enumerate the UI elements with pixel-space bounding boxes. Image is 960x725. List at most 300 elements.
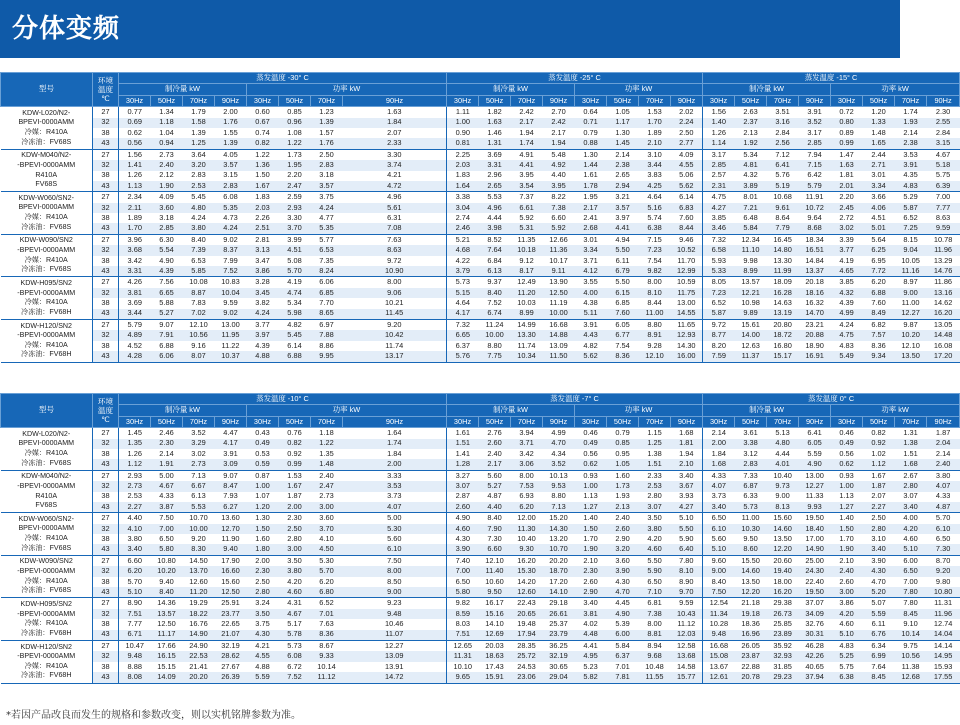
value-cell: 5.85 — [183, 266, 215, 277]
value-cell: 3.75 — [319, 192, 334, 202]
value-cell: 1.26 — [703, 128, 735, 138]
value-cell: 7.33 — [743, 470, 758, 480]
value-cell: 3.40 — [679, 470, 694, 480]
value-cell: 7.80 — [895, 587, 927, 598]
value-cell: 6.08 — [279, 651, 311, 661]
value-cell: 3.00 — [831, 587, 863, 598]
value-cell: 1.00 — [247, 481, 279, 491]
value-cell: 11.12 — [677, 619, 696, 629]
ambient-temp-header: 环境 温度 ℃ — [93, 394, 119, 428]
table-row — [1, 213, 960, 223]
value-cell: 9.64 — [807, 212, 822, 222]
frequency-header: 70Hz — [895, 416, 927, 427]
ambient-temp-cell: 27 — [93, 428, 119, 439]
value-cell: 14.90 — [799, 544, 831, 555]
value-cell: 0.62 — [575, 459, 607, 470]
model-line: 冷媒：R410A — [24, 534, 68, 543]
value-cell: 4.64 — [647, 192, 662, 202]
value-cell: 4.19 — [287, 277, 302, 287]
value-cell: 18.63 — [479, 651, 511, 661]
model-cell — [1, 277, 93, 320]
ambient-temp-cell: 38 — [93, 256, 119, 266]
value-cell: 13.09 — [549, 340, 568, 350]
value-cell: 1.89 — [647, 127, 662, 137]
value-cell: 14.10 — [485, 619, 504, 629]
value-cell: 1.44 — [575, 160, 607, 170]
value-cell: 2.73 — [319, 491, 334, 501]
value-cell: 24.53 — [517, 661, 536, 671]
value-cell: 10.00 — [543, 309, 575, 320]
value-cell: 3.17 — [703, 149, 735, 160]
value-cell: 1.05 — [615, 107, 630, 117]
value-cell: 11.45 — [343, 309, 447, 320]
model-line: FV68S — [35, 501, 58, 510]
value-cell: 9.73 — [767, 481, 799, 491]
table-row — [1, 439, 960, 449]
value-cell: 8.36 — [311, 630, 343, 641]
value-cell: 8.63 — [343, 245, 447, 255]
value-cell: 6.39 — [927, 181, 960, 192]
model-line: 冷媒：R410A — [24, 448, 68, 457]
value-cell: 10.56 — [895, 651, 927, 661]
value-cell: 1.27 — [575, 502, 607, 513]
value-cell: 9.33 — [311, 651, 343, 661]
value-cell: 0.85 — [607, 439, 639, 449]
ambient-temp-cell: 32 — [93, 524, 119, 534]
value-cell: 0.93 — [839, 470, 854, 480]
value-cell: 3.80 — [935, 470, 951, 480]
value-cell: 0.82 — [871, 428, 886, 438]
value-cell: 8.64 — [775, 212, 790, 222]
value-cell: 5.61 — [343, 203, 447, 213]
value-cell: 10.72 — [799, 203, 831, 213]
value-cell: 8.77 — [703, 330, 735, 340]
value-cell: 4.20 — [895, 524, 927, 534]
value-cell: 9.06 — [343, 288, 447, 298]
ambient-temp-cell: 38 — [93, 619, 119, 629]
value-cell: 5.62 — [671, 181, 703, 192]
value-cell: 3.82 — [255, 298, 270, 308]
value-cell: 9.11 — [543, 266, 575, 277]
value-cell: 6.10 — [703, 524, 735, 534]
value-cell: 11.30 — [511, 524, 543, 534]
ambient-temp-cell: 43 — [93, 223, 119, 234]
value-cell: 9.65 — [447, 672, 479, 683]
value-cell: 7.32 — [447, 319, 479, 330]
value-cell: 6.71 — [119, 630, 151, 641]
value-cell: 6.00 — [607, 630, 639, 641]
value-cell: 1.15 — [647, 428, 662, 438]
value-cell: 2.04 — [927, 439, 960, 449]
value-cell: 2.90 — [615, 533, 630, 543]
model-line: 冷媒：R410A — [24, 298, 68, 307]
ambient-temp-cell: 43 — [93, 351, 119, 362]
value-cell: 12.70 — [215, 524, 247, 534]
value-cell: 4.24 — [215, 223, 247, 234]
value-cell: 7.23 — [639, 245, 671, 255]
value-cell: 4.41 — [511, 160, 543, 170]
table-row — [1, 640, 960, 651]
model-line: BPEVI-0000AMM — [18, 524, 75, 533]
capacity-header: 制冷量 kW — [703, 405, 831, 416]
value-cell: 8.97 — [903, 277, 918, 287]
value-cell: 4.32 — [743, 170, 758, 180]
table-row — [1, 351, 960, 362]
value-cell: 11.96 — [927, 609, 960, 619]
value-cell: 10.40 — [517, 533, 536, 543]
value-cell: 4.60 — [903, 533, 918, 543]
value-cell: 2.40 — [927, 459, 960, 470]
table-row — [1, 502, 960, 513]
value-cell: 15.60 — [773, 513, 792, 523]
value-cell: 22.88 — [741, 661, 760, 671]
value-cell: 7.37 — [519, 192, 534, 202]
value-cell: 3.85 — [703, 213, 735, 223]
value-cell: 14.80 — [767, 245, 799, 255]
value-cell: 2.83 — [311, 160, 343, 170]
value-cell: 9.68 — [639, 651, 671, 661]
table-row — [1, 651, 960, 661]
value-cell: 19.50 — [805, 513, 824, 523]
value-cell: 11.55 — [639, 672, 671, 683]
value-cell: 4.28 — [119, 351, 151, 362]
value-cell: 5.93 — [703, 256, 735, 266]
value-cell: 5.60 — [703, 534, 735, 544]
value-cell: 3.44 — [119, 309, 151, 320]
value-cell: 6.97 — [319, 319, 334, 329]
value-cell: 12.50 — [215, 587, 247, 598]
value-cell: 13.29 — [933, 255, 953, 265]
value-cell: 2.65 — [615, 170, 630, 180]
value-cell: 16.91 — [799, 351, 831, 362]
value-cell: 7.91 — [151, 330, 183, 340]
value-cell: 9.72 — [387, 255, 402, 265]
value-cell: 3.07 — [903, 491, 918, 501]
value-cell: 13.57 — [151, 609, 183, 619]
value-cell: 4.33 — [935, 491, 951, 501]
value-cell: 0.67 — [247, 118, 279, 128]
value-cell: 0.46 — [583, 428, 598, 438]
value-cell: 7.77 — [927, 203, 960, 213]
value-cell: 8.44 — [671, 223, 703, 234]
value-cell: 21.18 — [741, 598, 760, 608]
value-cell: 9.95 — [311, 351, 343, 362]
value-cell: 8.87 — [183, 288, 215, 298]
value-cell: 1.67 — [279, 481, 311, 491]
value-cell: 3.77 — [831, 245, 863, 255]
value-cell: 4.22 — [447, 256, 479, 266]
value-cell: 0.93 — [583, 470, 598, 480]
value-cell: 1.23 — [319, 107, 334, 117]
value-cell: 1.73 — [287, 149, 302, 159]
value-cell: 2.50 — [679, 127, 694, 137]
value-cell: 12.27 — [799, 481, 831, 491]
value-cell: 7.01 — [311, 609, 343, 619]
value-cell: 2.14 — [159, 448, 174, 458]
value-cell: 3.10 — [871, 533, 886, 543]
value-cell: 6.10 — [927, 524, 960, 534]
value-cell: 0.64 — [583, 107, 598, 117]
table-row — [1, 277, 960, 288]
frequency-header: 90Hz — [543, 416, 575, 427]
value-cell: 2.42 — [543, 118, 575, 128]
value-cell: 3.57 — [311, 181, 343, 192]
value-cell: 3.81 — [575, 609, 607, 619]
value-cell: 3.83 — [647, 170, 662, 180]
value-cell: 4.72 — [343, 181, 447, 192]
value-cell: 3.52 — [543, 459, 575, 470]
value-cell: 16.80 — [773, 340, 792, 350]
value-cell: 6.11 — [871, 619, 886, 629]
value-cell: 0.94 — [151, 138, 183, 149]
value-cell: 2.27 — [863, 502, 895, 513]
value-cell: 4.27 — [671, 502, 703, 513]
value-cell: 14.30 — [677, 340, 696, 350]
value-cell: 2.80 — [247, 587, 279, 598]
value-cell: 11.00 — [901, 298, 920, 308]
value-cell: 3.31 — [479, 160, 511, 170]
value-cell: 4.90 — [607, 609, 639, 619]
ambient-temp-cell: 38 — [93, 128, 119, 138]
value-cell: 1.70 — [119, 223, 151, 234]
value-cell: 11.07 — [343, 630, 447, 641]
value-cell: 8.37 — [215, 245, 247, 255]
value-cell: 8.59 — [447, 609, 479, 619]
value-cell: 6.20 — [119, 566, 151, 576]
value-cell: 2.76 — [487, 428, 502, 438]
value-cell: 3.86 — [839, 598, 854, 608]
value-cell: 11.95 — [215, 330, 247, 340]
value-cell: 14.60 — [767, 524, 799, 534]
value-cell: 8.40 — [487, 513, 502, 523]
value-cell: 1.51 — [447, 439, 479, 449]
value-cell: 1.40 — [703, 118, 735, 128]
value-cell: 5.80 — [151, 544, 183, 555]
value-cell: 5.29 — [903, 192, 918, 202]
value-cell: 2.20 — [839, 192, 854, 202]
value-cell: 9.23 — [387, 598, 402, 608]
value-cell: 2.93 — [127, 470, 142, 480]
value-cell: 3.01 — [871, 170, 886, 180]
value-cell: 2.38 — [895, 138, 927, 149]
value-cell: 4.83 — [839, 340, 854, 350]
value-cell: 14.20 — [517, 576, 536, 586]
value-cell: 6.27 — [215, 502, 247, 513]
ambient-temp-cell: 43 — [93, 544, 119, 555]
value-cell: 4.40 — [479, 502, 511, 513]
value-cell: 2.20 — [287, 170, 302, 180]
ambient-temp-cell: 27 — [93, 277, 119, 288]
value-cell: 1.81 — [671, 439, 703, 449]
value-cell: 3.40 — [703, 502, 735, 513]
value-cell: 4.21 — [387, 170, 402, 180]
value-cell: 11.74 — [385, 340, 404, 350]
value-cell: 3.73 — [387, 491, 402, 501]
value-cell: 9.02 — [215, 309, 247, 320]
value-cell: 2.25 — [447, 149, 479, 160]
power-header: 功率 kW — [831, 84, 960, 95]
table-row — [1, 223, 960, 234]
value-cell: 12.10 — [901, 340, 920, 350]
value-cell: 7.80 — [903, 598, 918, 608]
value-cell: 8.60 — [735, 544, 767, 555]
value-cell: 1.60 — [615, 470, 630, 480]
value-cell: 5.75 — [839, 661, 854, 671]
value-cell: 3.80 — [183, 223, 215, 234]
value-cell: 2.12 — [159, 170, 174, 180]
value-cell: 4.24 — [839, 319, 854, 329]
value-cell: 4.00 — [903, 513, 918, 523]
frequency-header: 30Hz — [447, 95, 479, 106]
value-cell: 10.90 — [343, 266, 447, 277]
value-cell: 4.65 — [831, 266, 863, 277]
value-cell: 6.76 — [863, 630, 895, 641]
value-cell: 2.59 — [287, 192, 302, 202]
value-cell: 11.16 — [895, 266, 927, 277]
table-row — [1, 428, 960, 439]
value-cell: 7.00 — [447, 566, 479, 576]
value-cell: 3.97 — [247, 330, 279, 340]
value-cell: 2.60 — [583, 576, 598, 586]
value-cell: 0.74 — [255, 127, 270, 137]
value-cell: 12.50 — [543, 288, 575, 298]
value-cell: 5.54 — [151, 245, 183, 255]
capacity-header: 制冷量 kW — [119, 405, 247, 416]
value-cell: 1.31 — [903, 428, 918, 438]
value-cell: 6.41 — [767, 160, 799, 170]
value-cell: 6.88 — [863, 288, 895, 298]
value-cell: 3.50 — [287, 555, 302, 565]
value-cell: 6.50 — [647, 576, 662, 586]
value-cell: 10.47 — [125, 640, 144, 650]
value-cell: 10.70 — [543, 544, 575, 555]
ambient-temp-cell: 32 — [93, 566, 119, 576]
value-cell: 10.17 — [549, 255, 568, 265]
value-cell: 5.10 — [895, 544, 927, 555]
value-cell: 3.80 — [127, 533, 142, 543]
ambient-temp-cell: 38 — [93, 213, 119, 223]
model-line: BPEVI-0000AMM — [18, 203, 75, 212]
value-cell: 6.37 — [607, 651, 639, 661]
evap-temp-header: 蒸发温度 -30° C — [119, 73, 447, 84]
value-cell: 4.73 — [223, 212, 238, 222]
value-cell: 11.22 — [221, 340, 240, 350]
value-cell: 10.05 — [901, 255, 920, 265]
value-cell: 1.63 — [479, 118, 511, 128]
value-cell: 1.61 — [583, 170, 598, 180]
value-cell: 6.52 — [903, 212, 918, 222]
spec-table-high-evap — [0, 393, 960, 684]
value-cell: 14.50 — [189, 555, 208, 565]
value-cell: 0.59 — [247, 459, 279, 470]
model-cell — [1, 640, 93, 683]
ambient-temp-cell: 43 — [93, 181, 119, 192]
value-cell: 6.08 — [223, 192, 238, 202]
table-row — [1, 138, 960, 149]
frequency-header: 90Hz — [343, 416, 447, 427]
value-cell: 1.36 — [247, 160, 279, 170]
value-cell: 4.25 — [639, 181, 671, 192]
value-cell: 10.21 — [385, 298, 404, 308]
value-cell: 5.21 — [447, 234, 479, 245]
value-cell: 1.63 — [831, 160, 863, 170]
value-cell: 0.95 — [615, 448, 630, 458]
value-cell: 30.31 — [799, 630, 831, 641]
value-cell: 1.79 — [191, 107, 206, 117]
value-cell: 3.53 — [343, 481, 447, 491]
frequency-header: 50Hz — [279, 416, 311, 427]
value-cell: 6.88 — [159, 340, 174, 350]
value-cell: 2.94 — [607, 181, 639, 192]
value-cell: 2.50 — [319, 149, 334, 159]
value-cell: 9.75 — [903, 640, 918, 650]
value-cell: 3.07 — [447, 481, 479, 491]
frequency-header: 50Hz — [607, 416, 639, 427]
value-cell: 3.15 — [223, 170, 238, 180]
value-cell: 3.67 — [671, 481, 703, 491]
value-cell: 8.80 — [487, 340, 502, 350]
value-cell: 7.30 — [487, 533, 502, 543]
value-cell: 1.67 — [871, 470, 886, 480]
value-cell: 4.38 — [583, 298, 598, 308]
value-cell: 5.39 — [615, 619, 630, 629]
value-cell: 0.62 — [127, 127, 142, 137]
value-cell: 4.39 — [839, 298, 854, 308]
table-row — [1, 524, 960, 534]
value-cell: 1.50 — [831, 524, 863, 534]
value-cell: 9.16 — [191, 340, 206, 350]
value-cell: 1.00 — [447, 118, 479, 128]
value-cell: 2.73 — [183, 459, 215, 470]
value-cell: 2.30 — [247, 566, 279, 576]
value-cell: 9.53 — [543, 481, 575, 491]
value-cell: 26.39 — [215, 672, 247, 683]
value-cell: 2.40 — [487, 448, 502, 458]
value-cell: 7.57 — [863, 330, 895, 340]
table-row — [1, 298, 960, 308]
value-cell: 7.64 — [871, 661, 886, 671]
value-cell: 9.40 — [215, 544, 247, 555]
value-cell: 5.70 — [311, 566, 343, 576]
frequency-header: 70Hz — [767, 95, 799, 106]
value-cell: 22.40 — [805, 576, 824, 586]
value-cell: 11.86 — [934, 277, 953, 287]
value-cell: 7.50 — [387, 555, 402, 565]
value-cell: 8.90 — [127, 598, 142, 608]
value-cell: 5.53 — [183, 502, 215, 513]
ambient-temp-cell: 32 — [93, 203, 119, 213]
value-cell: 1.50 — [575, 524, 607, 534]
model-line: 冷冻油：FV68S — [21, 458, 72, 467]
value-cell: 8.90 — [679, 576, 694, 586]
value-cell: 13.16 — [927, 288, 960, 298]
value-cell: 3.61 — [743, 428, 758, 438]
model-line: 冷媒：R410A — [24, 619, 68, 628]
value-cell: 6.50 — [895, 566, 927, 576]
value-cell: 1.25 — [183, 138, 215, 149]
value-cell: 3.95 — [543, 181, 575, 192]
value-cell: 1.68 — [895, 459, 927, 470]
value-cell: 1.56 — [703, 107, 735, 118]
model-line: -BPEVI-0000AMM — [17, 481, 76, 490]
value-cell: 16.20 — [767, 587, 799, 598]
value-cell: 8.50 — [387, 576, 402, 586]
value-cell: 3.80 — [639, 524, 671, 534]
value-cell: 5.23 — [583, 661, 598, 671]
value-cell: 7.51 — [447, 630, 479, 641]
ambient-temp-cell: 27 — [93, 598, 119, 609]
value-cell: 3.42 — [519, 448, 534, 458]
